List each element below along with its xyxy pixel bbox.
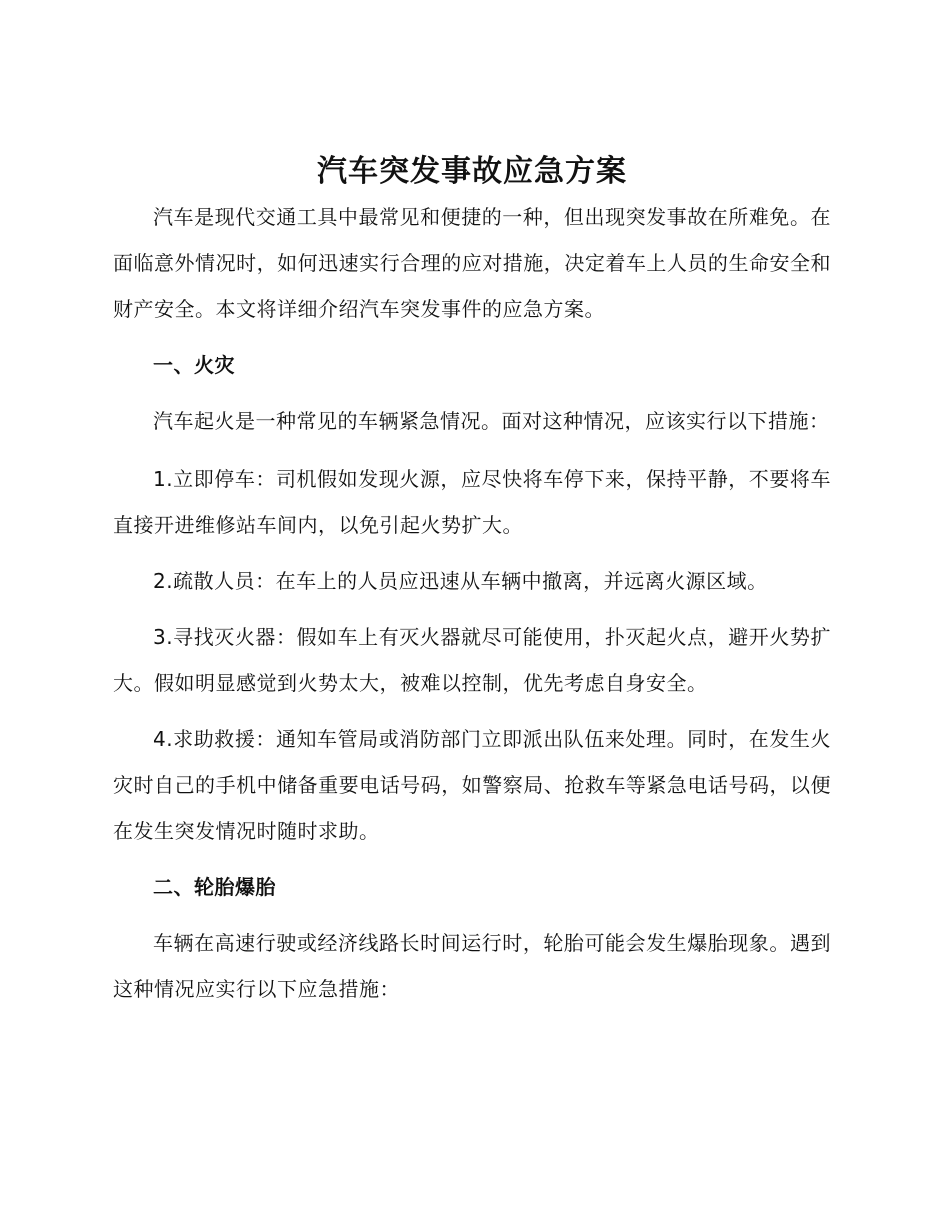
fire-step-4: 4.求助救援：通知车管局或消防部门立即派出队伍来处理。同时，在发生火灾时自己的手机中储备重要电话号码，如警察局、抢救车等紧急电话号码，以便在发生突发情况时随时求助。 (113, 727, 831, 843)
tire-intro-paragraph: 车辆在高速行驶或经济线路长时间运行时，轮胎可能会发生爆胎现象。遇到这种情况应实行以下应急措施： (113, 931, 831, 1001)
fire-step-1: 1.立即停车：司机假如发现火源，应尽快将车停下来，保持平静，不要将车直接开进维修站车间内，以免引起火势扩大。 (113, 467, 831, 537)
fire-step-3: 3.寻找灭火器：假如车上有灭火器就尽可能使用，扑灭起火点，避开火势扩大。假如明显感觉到火势太大，被难以控制，优先考虑自身安全。 (113, 625, 831, 695)
spacer (113, 604, 831, 614)
spacer (113, 388, 831, 398)
intro-paragraph: 汽车是现代交通工具中最常见和便捷的一种，但出现突发事故在所难免。在面临意外情况时，如何迅速实行合理的应对措施，决定着车上人员的生命安全和财产安全。本文将详细介绍汽车突发事件的应急方案。 (113, 205, 831, 321)
fire-step-2: 2.疏散人员：在车上的人员应迅速从车辆中撤离，并远离火源区域。 (153, 569, 768, 593)
fire-intro-paragraph: 汽车起火是一种常见的车辆紧急情况。面对这种情况，应该实行以下措施： (153, 409, 830, 433)
section-heading-fire: 一、火灾 (153, 353, 235, 377)
spacer (113, 854, 831, 864)
spacer (113, 332, 831, 342)
document-title: 汽车突发事故应急方案 (317, 154, 627, 189)
section-heading-tire-blowout: 二、轮胎爆胎 (153, 875, 276, 899)
spacer (113, 910, 831, 920)
spacer (113, 706, 831, 716)
document-body (113, 150, 831, 1012)
spacer (113, 444, 831, 456)
spacer (113, 548, 831, 558)
